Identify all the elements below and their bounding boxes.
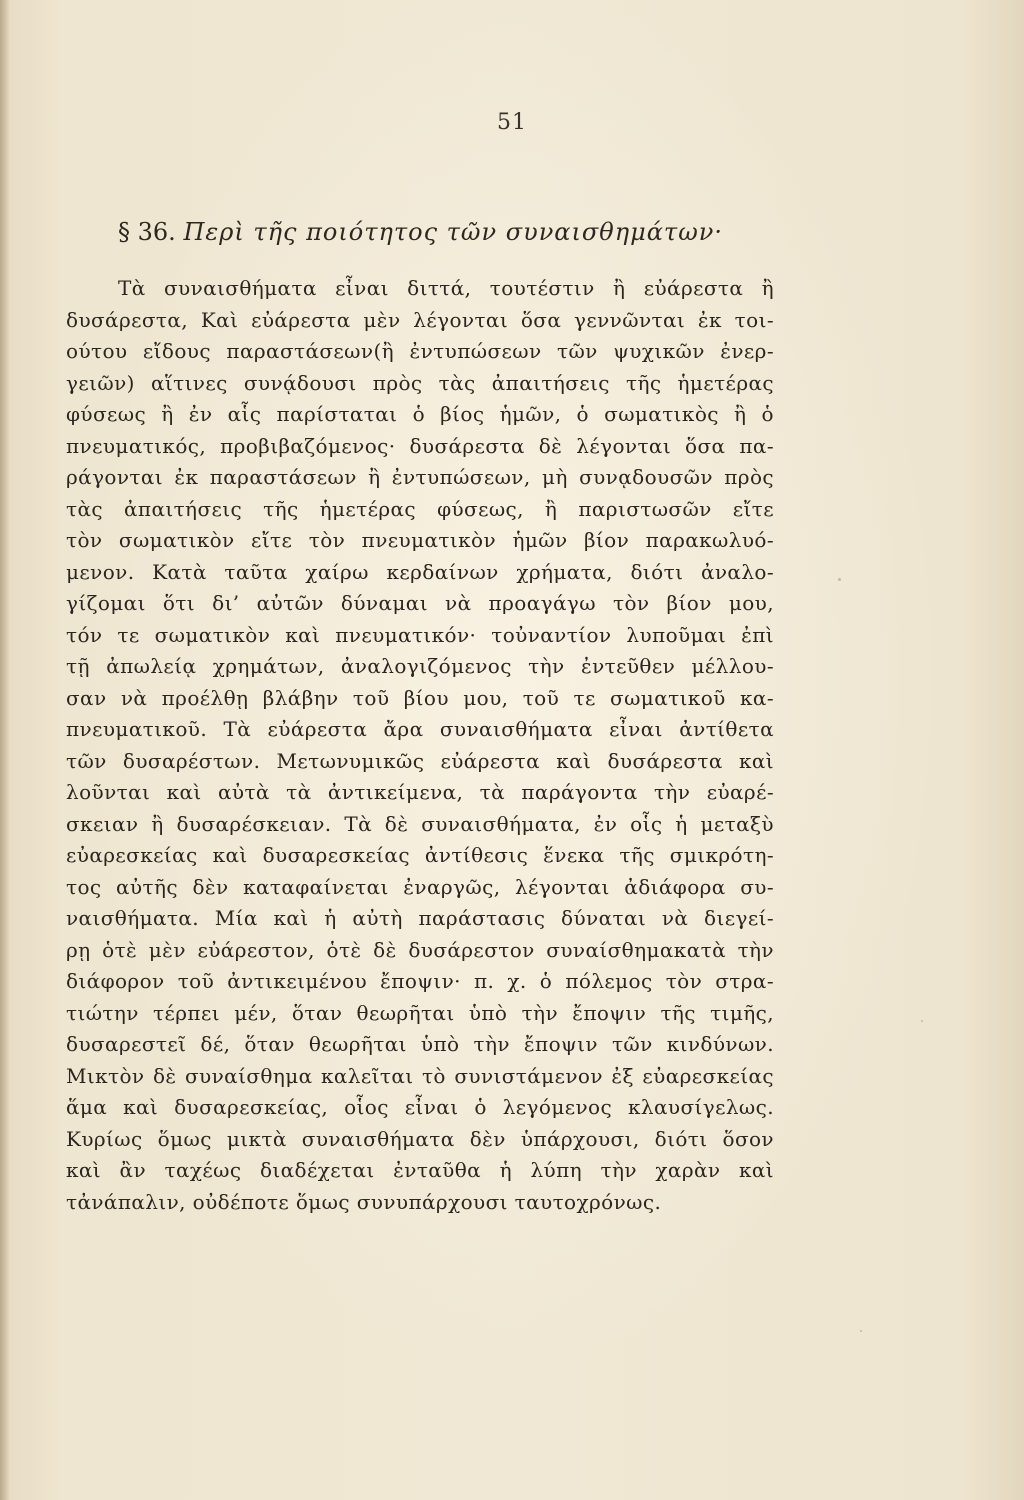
text-line: τόν τε σωματικὸν καὶ πνευματικόν· τοὐναντίον λυποῦμαι ἐπὶ xyxy=(66,622,774,647)
text-line: Τὰ συναισθήματα εἶναι διττά, τουτέστιν ἢ εὐάρεστα ἢ xyxy=(118,276,774,300)
text-line: σκειαν ἢ δυσαρέσκειαν. Τὰ δὲ συναισθήματα, ἐν οἷς ἡ μεταξὺ xyxy=(66,811,774,836)
text-line: δυσαρεστεῖ δέ, ὅταν θεωρῆται ὑπὸ τὴν ἔποψιν τῶν κινδύνων. xyxy=(66,1032,774,1056)
page-edge-shadow xyxy=(0,0,10,1500)
text-line: τὰς ἀπαιτήσεις τῆς ἡμετέρας φύσεως, ἢ παριστωσῶν εἴτε xyxy=(66,496,774,521)
section-number: § 36. xyxy=(118,218,176,246)
text-line: γειῶν) αἵτινες συνᾴδουσι πρὸς τὰς ἀπαιτήσεις τῆς ἡμετέρας xyxy=(66,370,774,395)
body-paragraph xyxy=(66,273,774,1218)
page-number: 51 xyxy=(497,110,527,135)
text-line: εὐαρεσκείας καὶ δυσαρεσκείας ἀντίθεσις ἕνεκα τῆς σμικρότη- xyxy=(66,843,774,867)
text-line: ρῃ ὁτὲ μὲν εὐάρεστον, ὁτὲ δὲ δυσάρεστον συναίσθημακατὰ τὴν xyxy=(66,937,774,962)
text-line: τὸν σωματικὸν εἴτε τὸν πνευματικὸν ἡμῶν βίον παρακωλυό- xyxy=(66,528,774,552)
text-line: ἅμα καὶ δυσαρεσκείας, οἷος εἶναι ὁ λεγόμενος κλαυσίγελως. xyxy=(66,1095,774,1119)
text-line: πνευματικοῦ. Τὰ εὐάρεστα ἄρα συναισθήματα εἶναι ἀντίθετα xyxy=(66,717,774,741)
text-line: τος αὐτῆς δὲν καταφαίνεται ἐναργῶς, λέγονται ἀδιάφορα συ- xyxy=(66,874,774,899)
text-line: τῶν δυσαρέστων. Μετωνυμικῶς εὐάρεστα καὶ δυσάρεστα καὶ xyxy=(66,748,774,773)
paper-speck xyxy=(838,578,841,581)
text-line: τῇ ἀπωλείᾳ χρημάτων, ἀναλογιζόμενος τὴν ἐντεῦθεν μέλλου- xyxy=(66,654,774,678)
paper-speck xyxy=(860,1330,862,1332)
text-line: ράγονται ἐκ παραστάσεων ἢ ἐντυπώσεων, μὴ συνᾳδουσῶν πρὸς xyxy=(66,465,774,489)
text-line: τιώτην τέρπει μέν, ὅταν θεωρῆται ὑπὸ τὴν ἔποψιν τῆς τιμῆς, xyxy=(66,1000,774,1025)
text-line: σαν νὰ προέλθῃ βλάβην τοῦ βίου μου, τοῦ τε σωματικοῦ κα- xyxy=(66,685,774,710)
text-line: μενον. Κατὰ ταῦτα χαίρω κερδαίνων χρήματα, διότι ἀναλο- xyxy=(66,559,774,584)
text-line: ούτου εἴδους παραστάσεων(ἢ ἐντυπώσεων τῶν ψυχικῶν ἐνερ- xyxy=(66,339,774,363)
section-title xyxy=(118,218,723,246)
paper-speck xyxy=(921,1020,923,1022)
text-line: διάφορον τοῦ ἀντικειμένου ἔποψιν· π. χ. ὁ πόλεμος τὸν στρα- xyxy=(66,969,774,993)
text-line: Μικτὸν δὲ συναίσθημα καλεῖται τὸ συνιστάμενον ἐξ εὐαρεσκείας xyxy=(66,1063,774,1088)
text-line: φύσεως ἢ ἐν αἷς παρίσταται ὁ βίος ἡμῶν, ὁ σωματικὸς ἢ ὁ xyxy=(66,402,774,426)
text-line: λοῦνται καὶ αὐτὰ τὰ ἀντικείμενα, τὰ παράγοντα τὴν εὐαρέ- xyxy=(66,780,774,804)
text-line: καὶ ἂν ταχέως διαδέχεται ἐνταῦθα ἡ λύπη τὴν χαρὰν καὶ xyxy=(66,1158,774,1182)
text-line: γίζομαι ὅτι δι’ αὐτῶν δύναμαι νὰ προαγάγω τὸν βίον μου, xyxy=(66,591,774,615)
text-line: τἀνάπαλιν, οὐδέποτε ὅμως συνυπάρχουσι ταυτοχρόνως. xyxy=(66,1189,662,1214)
text-line: ναισθήματα. Μία καὶ ἡ αὐτὴ παράστασις δύναται νὰ διεγεί- xyxy=(66,906,774,930)
text-line: δυσάρεστα, Καὶ εὐάρεστα μὲν λέγονται ὅσα γεννῶνται ἐκ τοι- xyxy=(66,307,774,332)
section-heading: Περὶ τῆς ποιότητος τῶν συναισθημάτων· xyxy=(183,218,723,246)
text-line: Κυρίως ὅμως μικτὰ συναισθήματα δὲν ὑπάρχουσι, διότι ὅσον xyxy=(66,1126,774,1151)
text-line: πνευματικός, προβιβαζόμενος· δυσάρεστα δὲ λέγονται ὅσα πα- xyxy=(66,433,774,458)
